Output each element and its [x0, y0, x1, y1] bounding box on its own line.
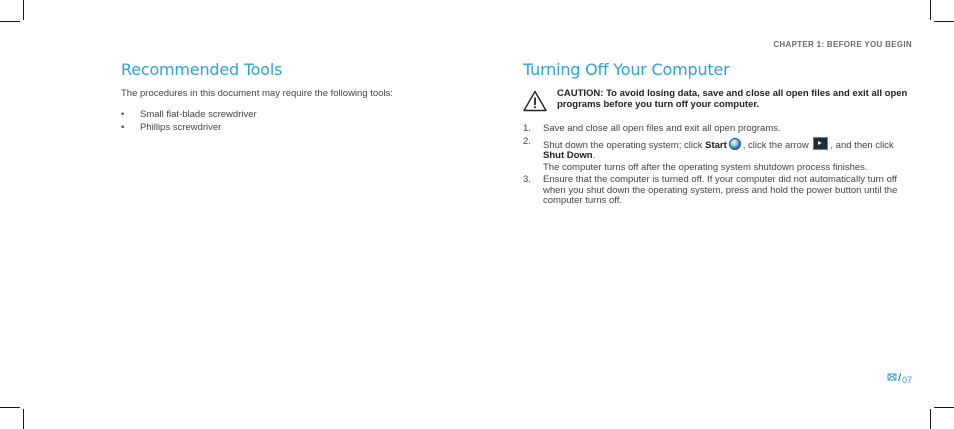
page-number: [887, 373, 912, 384]
recommended-tools-section: [121, 60, 461, 134]
list-item: [121, 121, 461, 134]
crop-mark: [23, 0, 24, 20]
crop-mark: [930, 409, 931, 429]
crop-mark: [23, 409, 24, 429]
list-item-text: Small flat-blade screwdriver: [140, 109, 257, 120]
step-text: , and then click: [830, 139, 894, 151]
step-note: The computer turns off after the operating system shutdown process finishes.: [543, 161, 868, 173]
step-item: [523, 175, 915, 207]
crop-mark: [934, 407, 954, 408]
step-item: [523, 137, 915, 174]
page-slash: /: [898, 373, 901, 384]
steps-list: [523, 124, 915, 207]
chapter-header: CHAPTER 1: BEFORE YOU BEGIN: [773, 40, 912, 49]
caution-note: [523, 88, 915, 116]
section-title: Turning Off Your Computer: [523, 60, 730, 79]
step-number: 3.: [523, 174, 531, 185]
step-text: Save and close all open files and exit all open programs.: [543, 123, 781, 134]
intro-text: The procedures in this document may require the following tools:: [121, 88, 393, 99]
list-item-text: Phillips screwdriver: [140, 122, 222, 133]
step-text: Shut down the operating system; click: [543, 139, 703, 151]
bullet-glyph: •: [121, 109, 125, 120]
page-number-text: 07: [901, 375, 912, 385]
crop-mark: [0, 407, 20, 408]
crop-mark: [0, 21, 20, 22]
turning-off-section: [523, 60, 915, 209]
step-text: , click the arrow: [742, 139, 809, 151]
crop-mark: [930, 0, 931, 20]
caution-text: CAUTION: To avoid losing data, save and close all open files and exit all open programs before you turn off your computer.: [557, 88, 908, 110]
step-item: [523, 124, 915, 135]
start-label: Start: [705, 139, 727, 151]
step-text: Ensure that the computer is turned off. If your computer did not automatically turn off when you shut down the operating system, press and hold the power button until the computer turns off.: [543, 174, 898, 206]
bullet-glyph: •: [121, 122, 125, 133]
tools-list: [121, 108, 461, 134]
arrow-button-icon: [813, 137, 828, 150]
step-number: 2.: [523, 135, 531, 147]
crop-mark: [934, 21, 954, 22]
shut-down-label: Shut Down: [543, 150, 593, 161]
list-item: [121, 108, 461, 121]
warning-triangle-icon: [523, 90, 547, 112]
alienware-logo-icon: [887, 373, 897, 381]
step-number: 1.: [523, 123, 531, 134]
section-title: Recommended Tools: [121, 60, 283, 79]
start-orb-icon: [729, 138, 741, 150]
step-text: .: [592, 150, 596, 161]
